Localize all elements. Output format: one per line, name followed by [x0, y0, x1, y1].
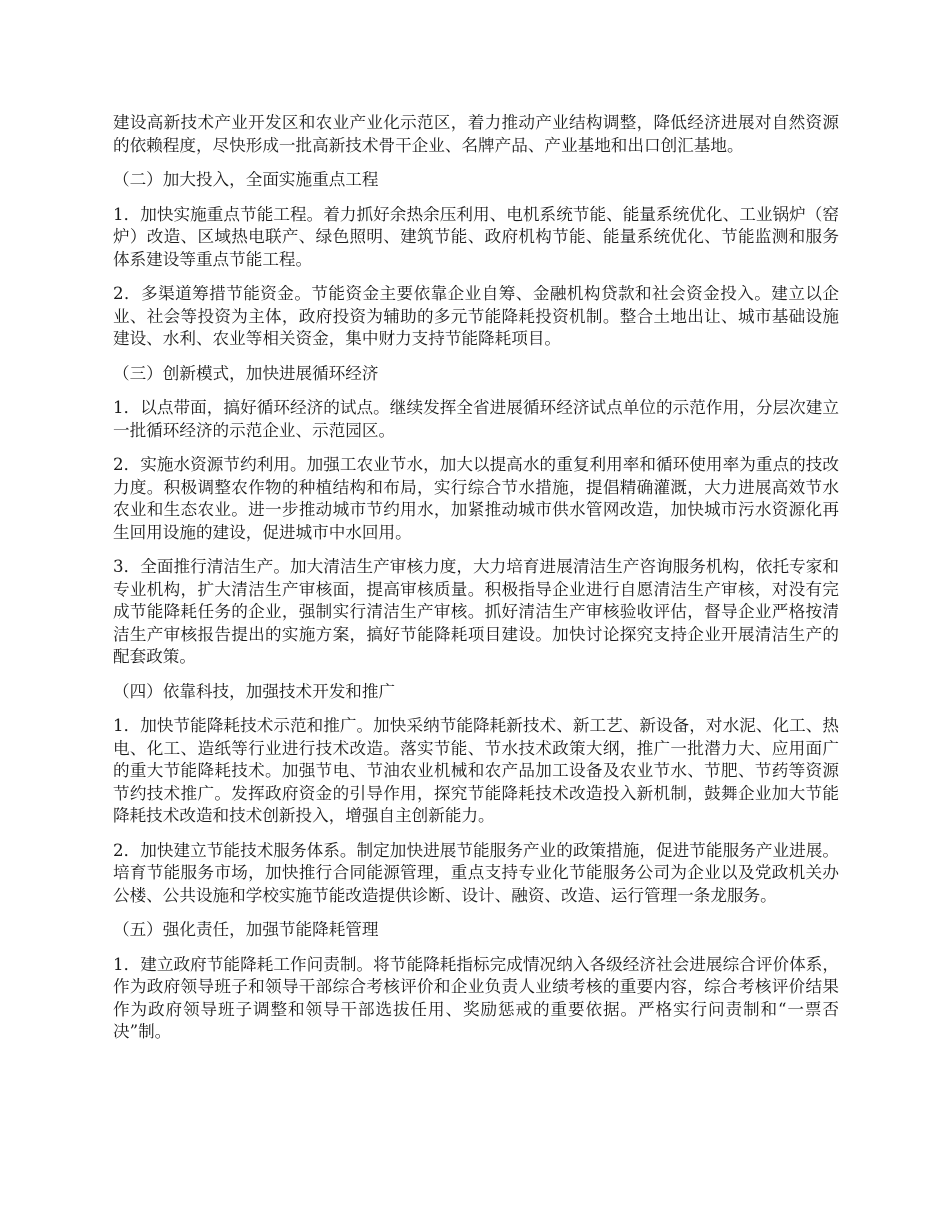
- section-heading: （五）强化责任，加强节能降耗管理: [113, 920, 379, 939]
- paragraph: 1．加快节能降耗技术示范和推广。加快采纳节能降耗新技术、新工艺、新设备，对水泥、化工、热电、化工、造纸等行业进行技术改造。落实节能、节水技术政策大纲，推广一批潜力大、应用面广的重大节能降耗技术。加强节电、节油农业机械和农产品加工设备及农业节水、节肥、节药等资源节约技术推广。发挥政府资金的引导作用，探究节能降耗技术改造投入新机制，鼓舞企业加大节能降耗技术改造和技术创新投入，增强自主创新能力。: [113, 716, 839, 825]
- paragraph: 3．全面推行清洁生产。加大清洁生产审核力度，大力培育进展清洁生产咨询服务机构，依托专家和专业机构，扩大清洁生产审核面，提高审核质量。积极指导企业进行自愿清洁生产审核，对没有完成节能降耗任务的企业，强制实行清洁生产审核。抓好清洁生产审核验收评估，督导企业严格按清洁生产审核报告提出的实施方案，搞好节能降耗项目建设。加快讨论探究支持企业开展清洁生产的配套政策。: [113, 557, 839, 666]
- paragraph: 1．以点带面，搞好循环经济的试点。继续发挥全省进展循环经济试点单位的示范作用，分层次建立一批循环经济的示范企业、示范园区。: [113, 398, 839, 440]
- paragraph: 2．多渠道筹措节能资金。节能资金主要依靠企业自筹、金融机构贷款和社会资金投入。建立以企业、社会等投资为主体，政府投资为辅助的多元节能降耗投资机制。整合土地出让、城市基础设施建设、水利、农业等相关资金，集中财力支持节能降耗项目。: [113, 284, 839, 348]
- section-heading: （四）依靠科技，加强技术开发和推广: [113, 681, 396, 701]
- paragraph: 1．建立政府节能降耗工作问责制。将节能降耗指标完成情况纳入各级经济社会进展综合评价体系，作为政府领导班子和领导干部综合考核评价和企业负责人业绩考核的重要内容，综合考核评价结果作为政府领导班子调整和领导干部选拔任用、奖励惩戒的重要依据。严格实行问责制和“一票否决”制。: [113, 954, 839, 1041]
- section-heading: （二）加大投入，全面实施重点工程: [113, 170, 379, 189]
- section-heading: （三）创新模式，加快进展循环经济: [113, 363, 379, 383]
- paragraph: 2．加快建立节能技术服务体系。制定加快进展节能服务产业的政策措施，促进节能服务产业进展。培育节能服务市场，加快推行合同能源管理，重点支持专业化节能服务公司为企业以及党政机关办公楼、公共设施和学校实施节能改造提供诊断、设计、融资、改造、运行管理一条龙服务。: [113, 840, 839, 905]
- paragraph: 2．实施水资源节约利用。加强工农业节水，加大以提高水的重复利用率和循环使用率为重点的技改力度。积极调整农作物的种植结构和布局，实行综合节水措施，提倡精确灌溉，大力进展高效节水农业和生态农业。进一步推动城市节约用水，加紧推动城市供水管网改造，加快城市污水资源化再生回用设施的建设，促进城市中水回用。: [113, 455, 839, 542]
- paragraph: 建设高新技术产业开发区和农业产业化示范区，着力推动产业结构调整，降低经济进展对自然资源的依赖程度，尽快形成一批高新技术骨干企业、名牌产品、产业基地和出口创汇基地。: [113, 113, 839, 155]
- document-page: [113, 112, 839, 1056]
- paragraph: 1．加快实施重点节能工程。着力抓好余热余压利用、电机系统节能、能量系统优化、工业锅炉（窑炉）改造、区域热电联产、绿色照明、建筑节能、政府机构节能、能量系统优化、节能监测和服务体系建设等重点节能工程。: [113, 204, 839, 269]
